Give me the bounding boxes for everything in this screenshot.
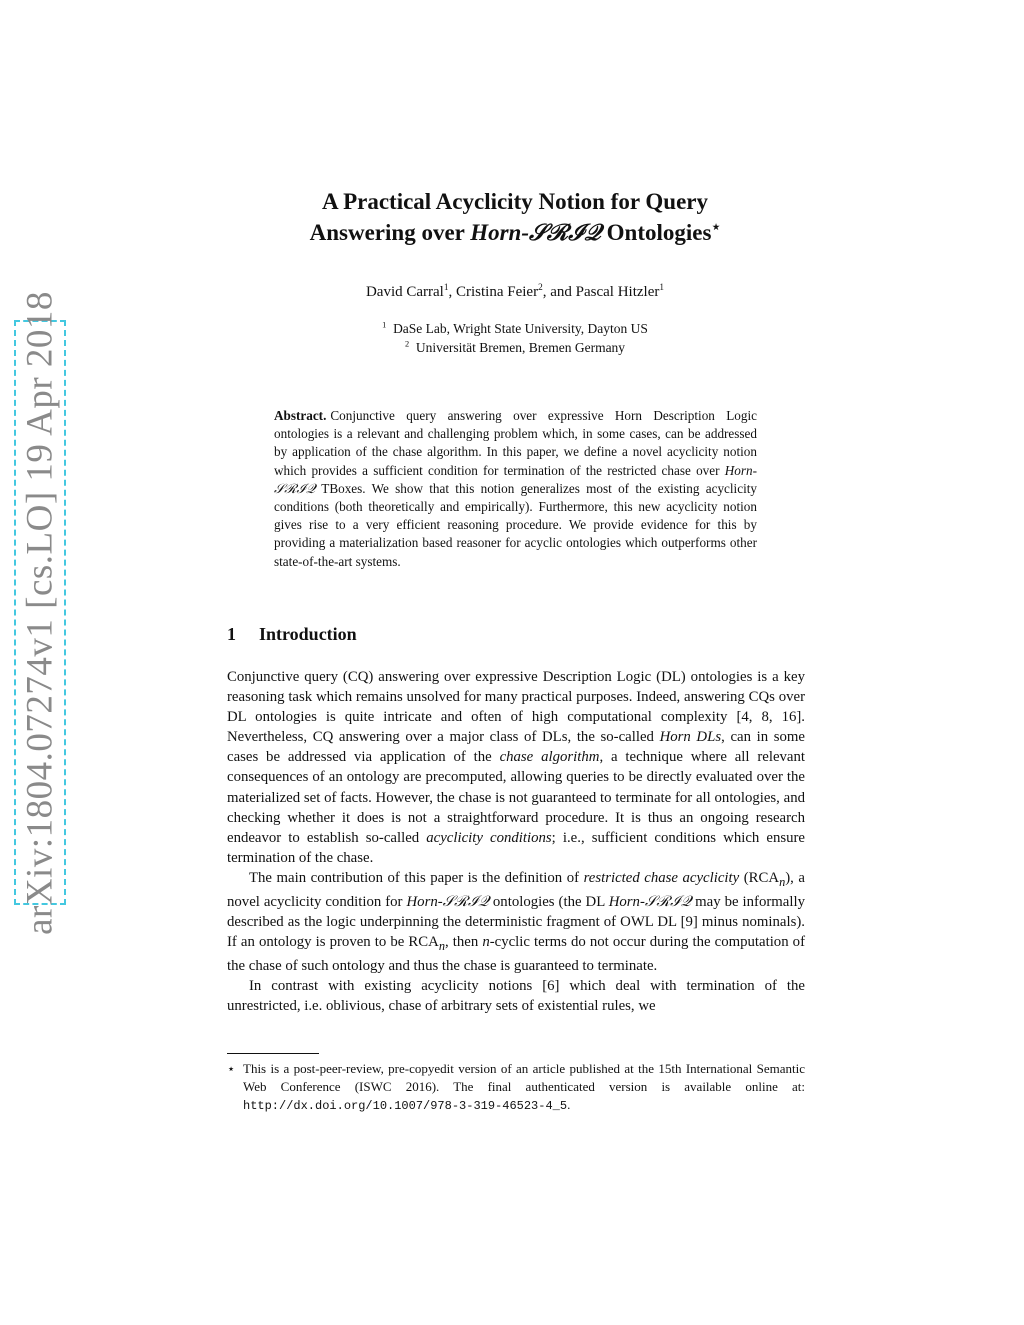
title-logic-name: Horn-𝒮ℛℐ𝒬 [470,220,601,245]
title-line-1: A Practical Acyclicity Notion for Query [321,189,708,214]
affiliation: $^1$ DaSe Lab, Wright State University, Dayton US [382,320,648,336]
footnote-rule [227,1053,319,1054]
paragraph: In contrast with existing acyclicity notions [6] which deal with termination of the unrestricted, i.e. oblivious, chase of arbitrary sets of existential rules, we [227,978,805,1015]
abstract: Abstract. Conjunctive query answering over expressive Horn Description Logic ontologies is a relevant and challenging problem which, in some cases, can be addressed by application of the chase algorithm. In this paper, we define a novel acyclicity notion which provides a sufficient condition for termination of the restricted chase over Horn-𝒮ℛℐ𝒬 TBoxes. We show that this notion generalizes most of the existing acyclicity conditions (both theoretically and empirically). Furthermore, this new acyclicity notion gives rise to a very efficient reasoning procedure. We provide evidence for this by providing a materialization based reasoner for acyclic ontologies which outperforms other state-of-the-art systems. [274,408,757,569]
affiliations [200,319,830,357]
author: David Carral$^1$, [365,283,456,300]
title-footnote-mark: ⋆ [711,219,721,236]
section-title: Introduction [259,624,357,644]
arxiv-identifier[interactable]: arXiv:1804.07274v1 [cs.LO] 19 Apr 2018 [19,290,61,935]
section-number: 1 [227,624,236,644]
affiliation: $^2$ Universität Bremen, Bremen Germany [404,339,626,355]
doi-link[interactable]: http://dx.doi.org/10.1007/978-3-319-46523-4_5 [243,1099,568,1113]
author: Pascal Hitzler$^1$ [575,283,665,300]
paper-title [200,186,830,248]
arxiv-stamp [14,290,66,935]
footnote: ⋆ This is a post-peer-review, pre-copyedit version of an article published at the 15th International Semantic Web Conference (ISWC 2016). The final authenticated version is available online at: http://dx.doi.org/10.1007/978-3-319-46523-4_5. [227,1061,805,1113]
paragraph: The main contribution of this paper is the definition of restricted chase acyclicity $(RCA_n)$, a novel acyclicity condition for Horn-𝒮ℛℐ𝒬 ontologies (the DL Horn-𝒮ℛℐ𝒬 may be informally described as the logic underpinning the deterministic fragment of OWL DL [9] minus nominals). If an ontology is proven to be $RCA_n$, then n-cyclic terms do not occur during the computation of the chase of such ontology and thus the chase is guaranteed to terminate. [227,869,805,975]
abstract-label: Abstract. [274,408,327,423]
author: Cristina Feier$^2$, and [456,283,576,300]
body-text [227,667,805,1017]
section-heading [227,624,357,645]
paragraph: Conjunctive query (CQ) answering over expressive Description Logic (DL) ontologies is a key reasoning task which remains unsolved for many practical purposes. Indeed, answering CQs over DL ontologies is quite intricate and often of high computational complexity [4, 8, 16]. Nevertheless, CQ answering over a major class of DLs, the so-called Horn DLs, can in some cases be addressed via application of the chase algorithm, a technique where all relevant consequences of an ontology are precomputed, allowing queries to be directly evaluated over the materialized set of facts. However, the chase is not guaranteed to terminate for all ontologies, and checking whether it does is not a straightforward procedure. It is thus an ongoing research endeavor to establish so-called acyclicity conditions; i.e., sufficient conditions which ensure termination of the chase. [227,669,805,866]
author-list [200,284,830,301]
title-line-2: Answering over Horn-𝒮ℛℐ𝒬 Ontologies⋆ [309,219,721,245]
footnote-mark: ⋆ [227,1061,236,1076]
